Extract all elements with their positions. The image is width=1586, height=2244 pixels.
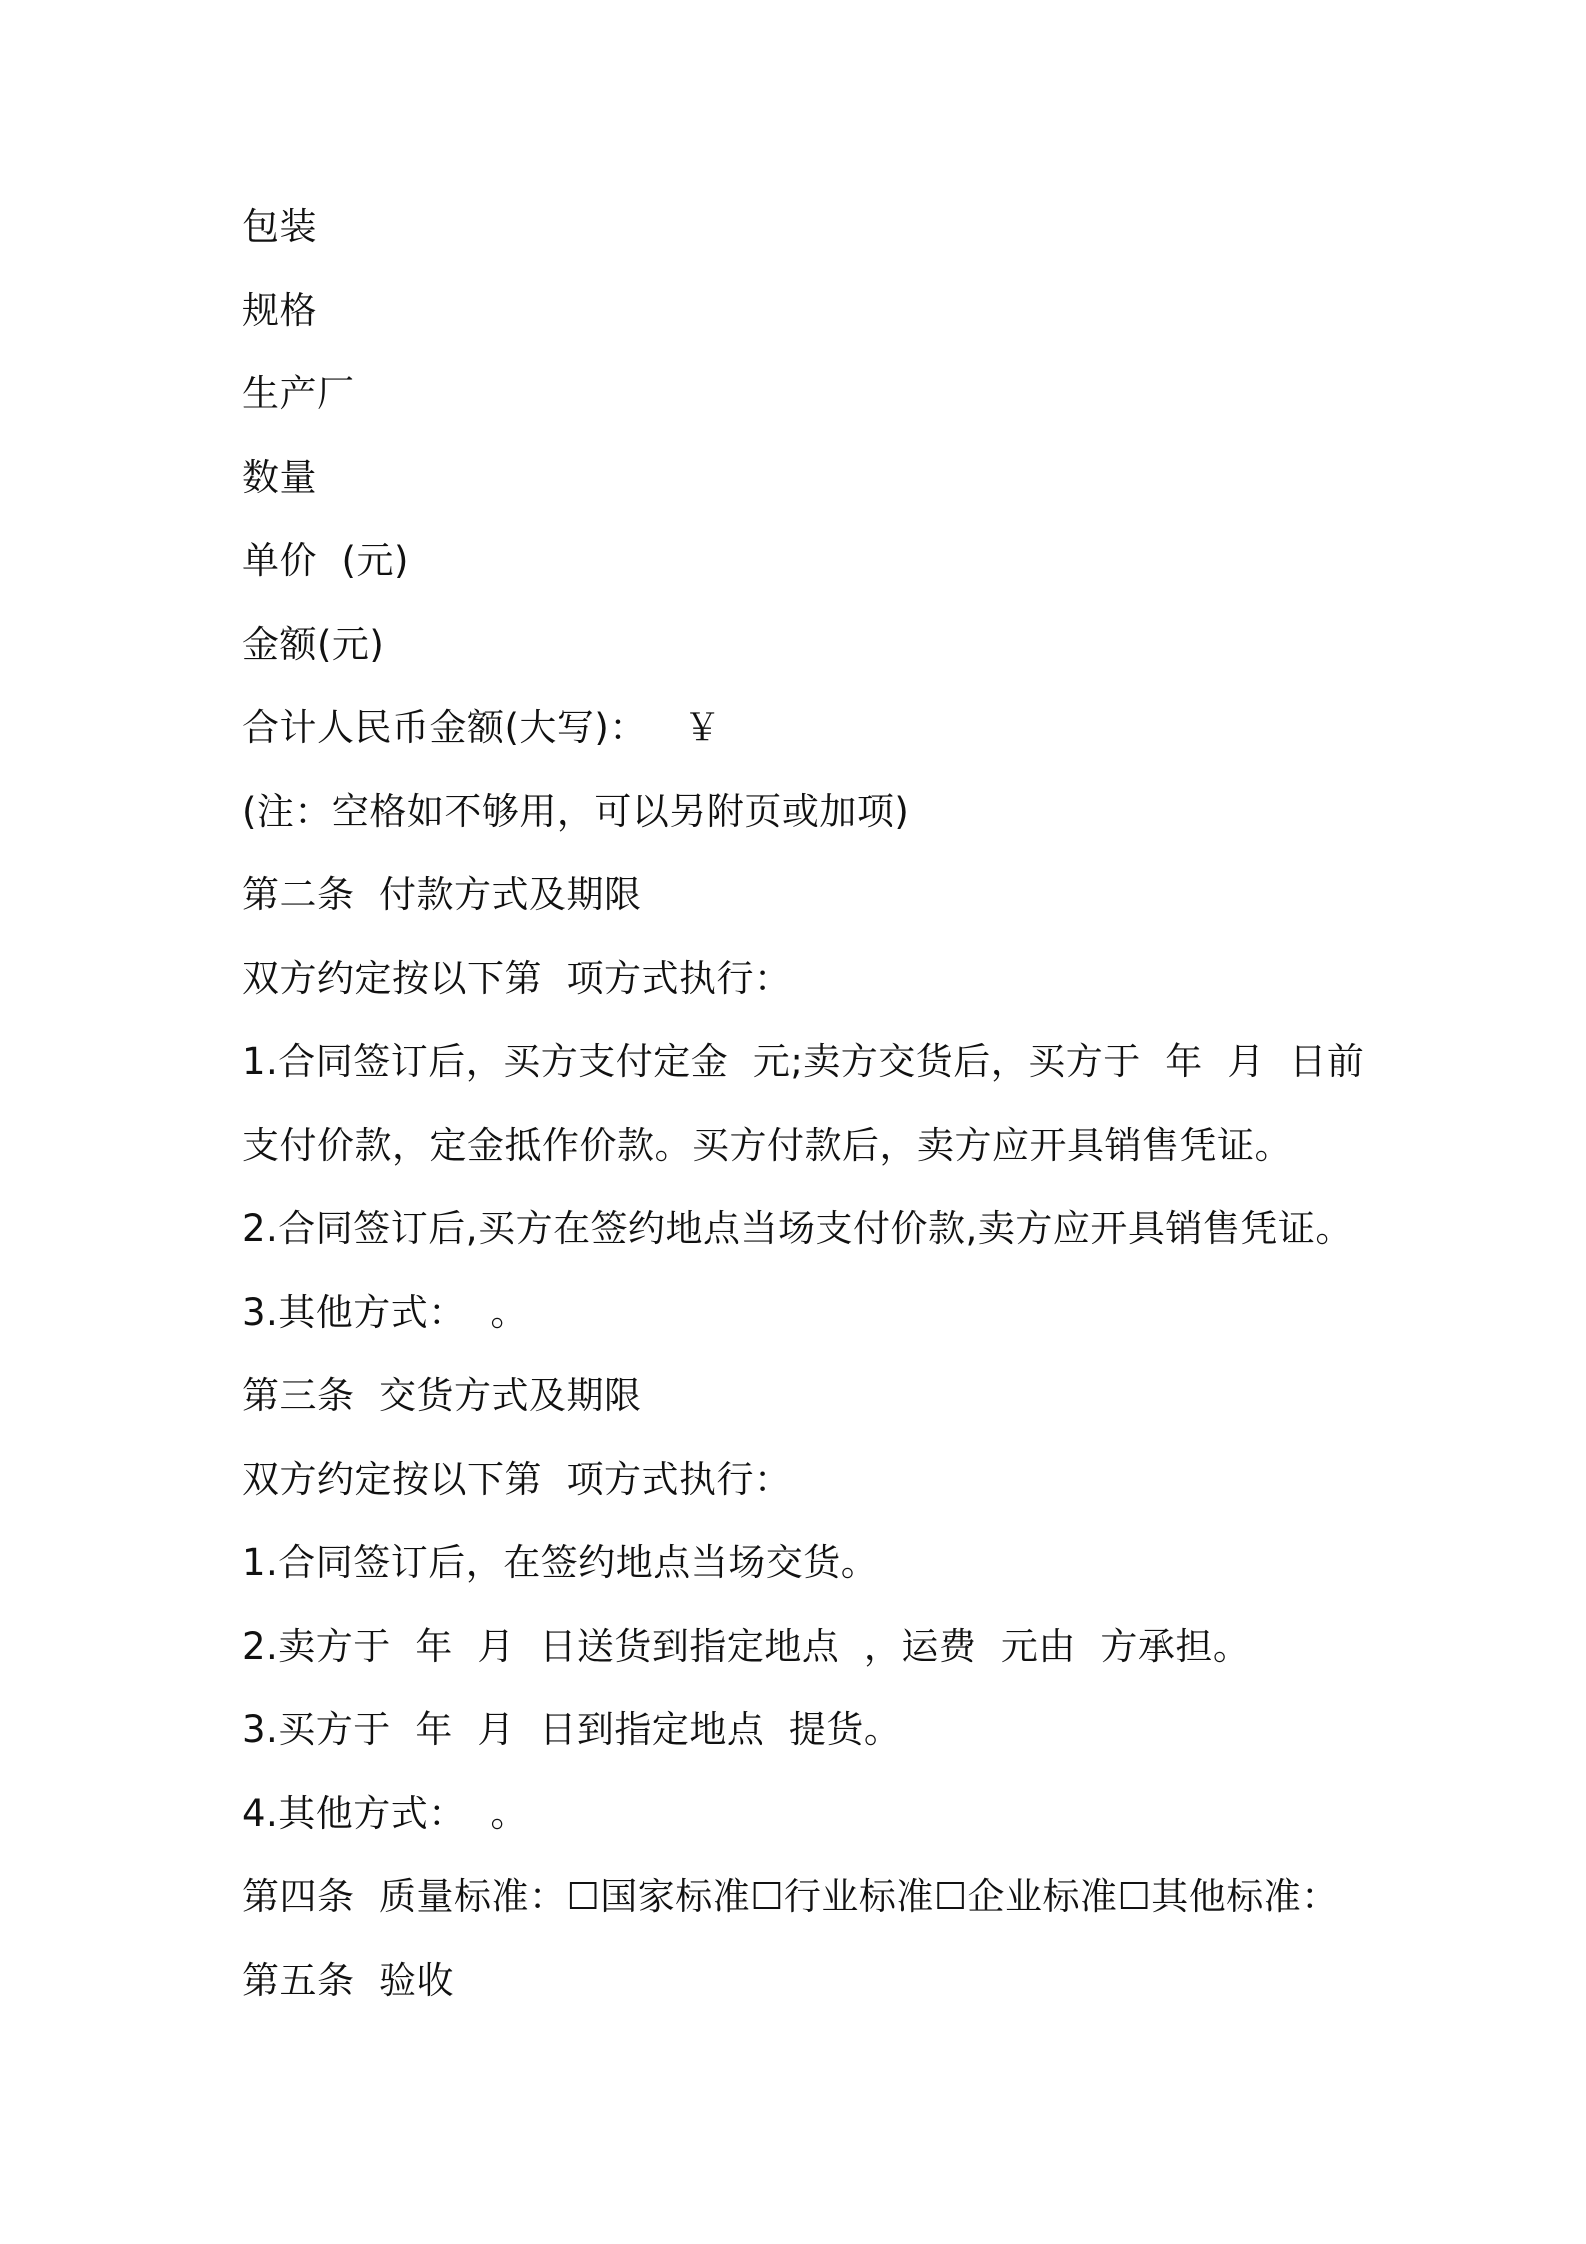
text-line: 数量 [242, 455, 317, 499]
section-heading: 第四条 质量标准：☐国家标准☐行业标准☐企业标准☐其他标准： [242, 1875, 1339, 1918]
text-line: 规格 [242, 288, 317, 332]
document-body [242, 197, 1365, 2034]
section-heading: 第五条 验收 [242, 1958, 455, 2002]
text-line: 单价 (元) [242, 539, 409, 582]
text-line: 3.其他方式： 。 [242, 1290, 528, 1334]
text-line: 包装 [242, 205, 317, 248]
text-line: (注：空格如不够用，可以另附页或加项) [242, 789, 910, 833]
text-line: 双方约定按以下第 项方式执行： [242, 956, 792, 1000]
text-line: 1.合同签订后，在签约地点当场交货。 [242, 1541, 879, 1584]
text-line: 生产厂 [242, 372, 355, 415]
text-line: 4.其他方式： 。 [242, 1791, 528, 1835]
text-line: 1.合同签订后，买方支付定金 元;卖方交货后，买方于 年 月 日前 [242, 1040, 1365, 1083]
text-line: 合计人民币金额(大写)： ￥ [242, 706, 722, 749]
section-heading: 第三条 交货方式及期限 [242, 1374, 642, 1417]
text-line: 2.卖方于 年 月 日送货到指定地点 ，运费 元由 方承担。 [242, 1624, 1251, 1668]
text-line: 金额(元) [242, 622, 385, 666]
text-line: 双方约定按以下第 项方式执行： [242, 1457, 792, 1501]
text-line: 3.买方于 年 月 日到指定地点 提货。 [242, 1708, 902, 1751]
text-line: 2.合同签订后,买方在签约地点当场支付价款,卖方应开具销售凭证。 [242, 1207, 1353, 1250]
text-line: 支付价款，定金抵作价款。买方付款后，卖方应开具销售凭证。 [242, 1123, 1292, 1167]
section-heading: 第二条 付款方式及期限 [242, 873, 642, 916]
